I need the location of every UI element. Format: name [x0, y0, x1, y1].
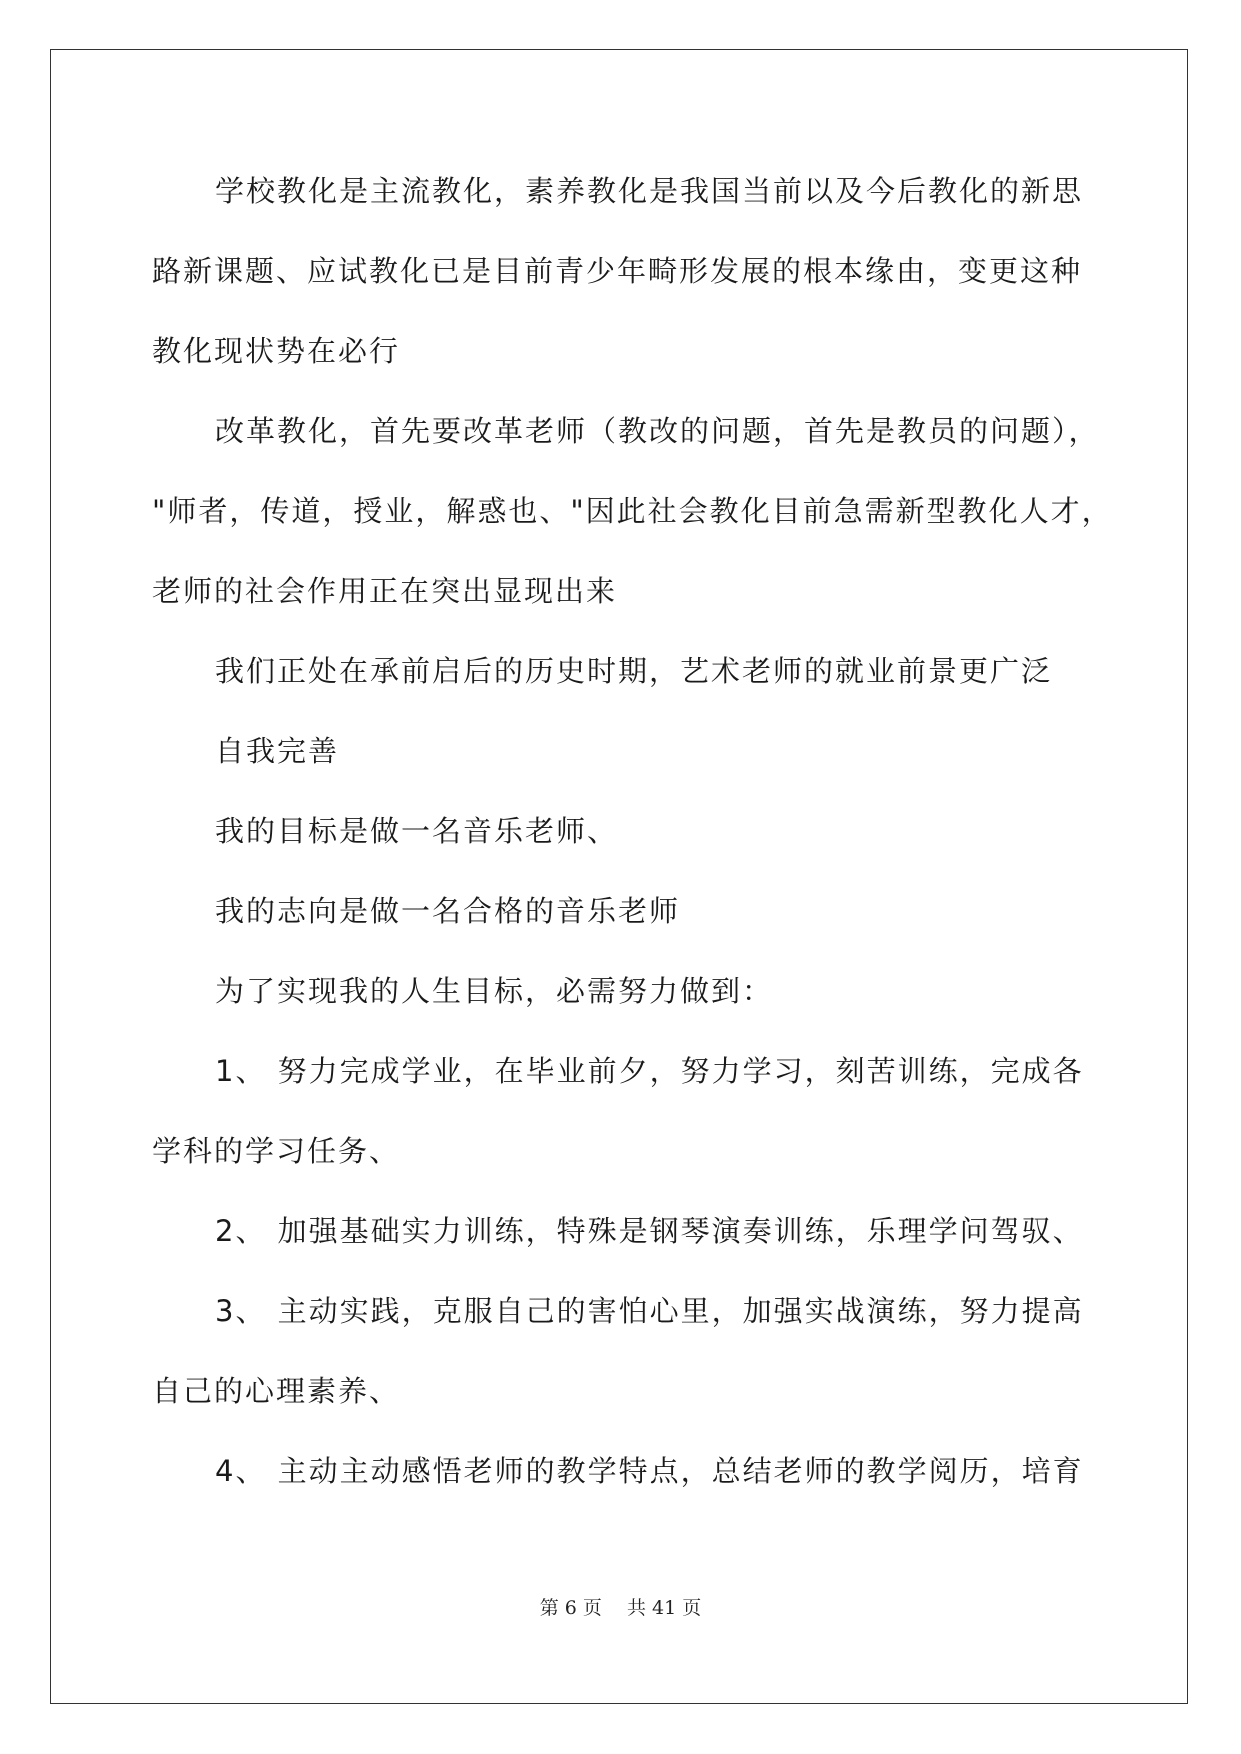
list-item: 1、 努力完成学业，在毕业前夕，努力学习，刻苦训练，完成各: [215, 1054, 1084, 1088]
list-item-continuation: 学科的学习任务、: [152, 1134, 401, 1168]
paragraph-line: 老师的社会作用正在突出显现出来: [152, 574, 618, 608]
paragraph-line: 学校教化是主流教化，素养教化是我国当前以及今后教化的新思: [215, 174, 1084, 208]
paragraph-line: 我们正处在承前启后的历史时期，艺术老师的就业前景更广泛: [215, 654, 1053, 688]
paragraph-line: 教化现状势在必行: [152, 334, 401, 368]
paragraph-line: 为了实现我的人生目标，必需努力做到：: [215, 974, 774, 1008]
list-item: 3、 主动实践，克服自己的害怕心里，加强实战演练，努力提高: [215, 1294, 1084, 1328]
paragraph-line: 我的志向是做一名合格的音乐老师: [215, 894, 681, 928]
list-item: 4、 主动主动感悟老师的教学特点，总结老师的教学阅历，培育: [215, 1454, 1084, 1488]
paragraph-line: 路新课题、应试教化已是目前青少年畸形发展的根本缘由，变更这种: [152, 254, 1083, 288]
paragraph-line: 改革教化，首先要改革老师（教改的问题，首先是教员的问题），: [215, 414, 1100, 448]
list-item-continuation: 自己的心理素养、: [152, 1374, 401, 1408]
section-heading: 自我完善: [215, 734, 340, 768]
list-item: 2、 加强基础实力训练，特殊是钢琴演奏训练，乐理学问驾驭、: [215, 1214, 1084, 1248]
page-number-footer: 第 6 页 共 41 页: [539, 1597, 702, 1619]
paragraph-line: "师者，传道，授业，解惑也、"因此社会教化目前急需新型教化人才，: [152, 494, 1113, 528]
paragraph-line: 我的目标是做一名音乐老师、: [215, 814, 619, 848]
